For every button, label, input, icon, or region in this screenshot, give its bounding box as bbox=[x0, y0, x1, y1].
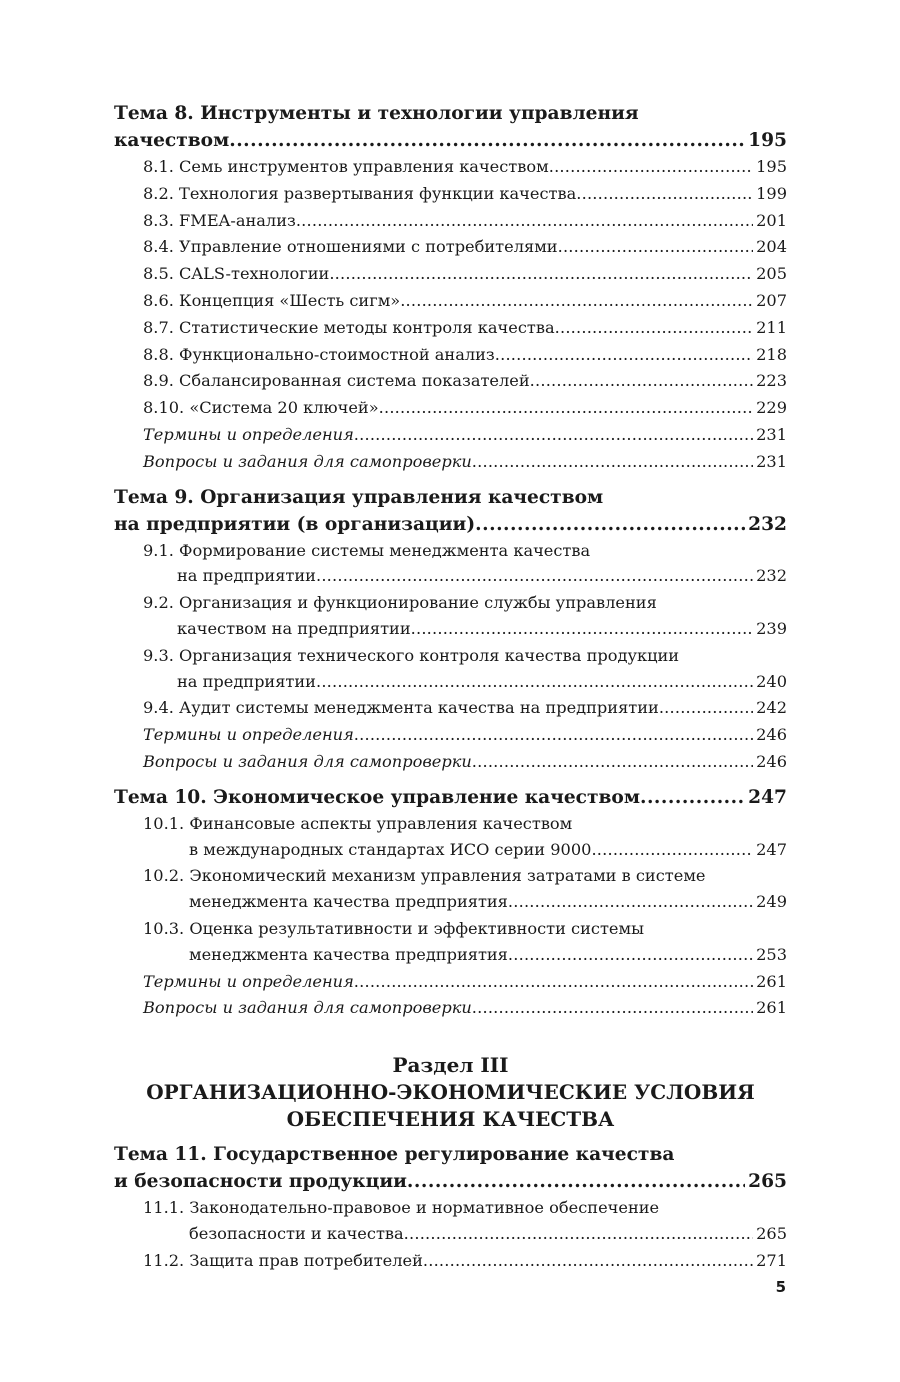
toc-entry bbox=[143, 538, 787, 591]
toc-entry bbox=[143, 395, 787, 422]
dot-leader bbox=[472, 995, 753, 1022]
entry-title: Вопросы и задания для самопроверки bbox=[143, 751, 472, 771]
topic-heading bbox=[114, 484, 787, 538]
entry-title: 11.1. Законодательно-правовое и нормативное обеспечение bbox=[143, 1198, 660, 1218]
dot-leader bbox=[400, 288, 753, 315]
entry-title: 8.1. Семь инструментов управления качеством bbox=[143, 157, 549, 176]
entry-title-continuation: менеджмента качества предприятия bbox=[189, 892, 508, 912]
toc-entry bbox=[143, 863, 787, 916]
toc-entry-questions bbox=[143, 749, 787, 776]
page-ref: 239 bbox=[756, 618, 787, 638]
toc-entry bbox=[143, 154, 787, 181]
page-ref: 246 bbox=[756, 751, 787, 771]
topic-title-line: Тема 9. Организация управления качеством bbox=[114, 486, 604, 508]
toc-entry bbox=[143, 643, 787, 696]
page-ref: 247 bbox=[748, 786, 787, 808]
entry-title: Термины и определения bbox=[143, 971, 354, 991]
page-ref: 204 bbox=[756, 237, 787, 257]
dot-leader bbox=[659, 695, 753, 722]
entry-title: Вопросы и задания для самопроверки bbox=[143, 451, 472, 471]
topic-title-line: Тема 8. Инструменты и технологии управления bbox=[114, 103, 639, 124]
page-ref: 231 bbox=[756, 424, 787, 444]
page-ref: 199 bbox=[756, 183, 787, 203]
section-title-line: ОБЕСПЕЧЕНИЯ КАЧЕСТВА bbox=[286, 1107, 615, 1132]
toc-entry-questions bbox=[143, 995, 787, 1022]
toc-entry bbox=[143, 916, 787, 969]
topic-10 bbox=[114, 784, 787, 1022]
page-ref: 271 bbox=[756, 1250, 787, 1270]
topic-heading bbox=[114, 784, 787, 811]
entry-title: 8.3. FMEA-анализ bbox=[143, 210, 296, 230]
entry-title: 9.3. Организация технического контроля качества продукции bbox=[143, 645, 680, 665]
dot-leader bbox=[423, 1248, 753, 1275]
toc-entry-terms bbox=[143, 969, 787, 996]
entry-title-continuation: в международных стандартах ИСО серии 9000 bbox=[189, 839, 592, 859]
page-ref: 232 bbox=[756, 566, 787, 586]
topic-9 bbox=[114, 484, 787, 776]
toc-entry bbox=[143, 811, 787, 864]
dot-leader bbox=[354, 422, 753, 449]
page-ref: 195 bbox=[756, 157, 787, 176]
topic-title-line: Тема 10. Экономическое управление качеством bbox=[114, 786, 640, 808]
dot-leader bbox=[411, 616, 753, 643]
page-ref: 195 bbox=[748, 130, 787, 151]
topic-8 bbox=[114, 100, 787, 476]
page-ref: 249 bbox=[756, 892, 787, 912]
dot-leader bbox=[229, 127, 745, 154]
dot-leader bbox=[354, 969, 753, 996]
page-ref: 242 bbox=[756, 698, 787, 718]
dot-leader bbox=[407, 1168, 745, 1195]
toc-entry bbox=[143, 288, 787, 315]
entry-title: 8.9. Сбалансированная система показателей bbox=[143, 371, 530, 391]
section-title-line: ОРГАНИЗАЦИОННО-ЭКОНОМИЧЕСКИЕ УСЛОВИЯ bbox=[146, 1080, 755, 1105]
entry-title: 8.4. Управление отношениями с потребителями bbox=[143, 237, 558, 257]
topic-title-line: на предприятии (в организации) bbox=[114, 513, 476, 535]
dot-leader bbox=[316, 669, 753, 696]
entry-title: 8.7. Статистические методы контроля качества bbox=[143, 317, 555, 337]
entry-title: 8.5. CALS-технологии bbox=[143, 264, 330, 284]
dot-leader bbox=[472, 749, 753, 776]
page-ref: 253 bbox=[756, 944, 787, 964]
entry-title: 8.8. Функционально-стоимостной анализ bbox=[143, 344, 495, 364]
page-ref: 261 bbox=[756, 971, 787, 991]
topic-heading bbox=[114, 100, 787, 154]
dot-leader bbox=[530, 368, 753, 395]
dot-leader bbox=[296, 208, 753, 235]
section-label: Раздел III bbox=[392, 1053, 509, 1078]
table-of-contents bbox=[114, 100, 787, 1275]
page-ref: 265 bbox=[748, 1171, 787, 1193]
toc-entry bbox=[143, 1248, 787, 1275]
section-heading bbox=[114, 1052, 787, 1133]
dot-leader bbox=[379, 395, 753, 422]
page-ref: 205 bbox=[756, 264, 787, 284]
toc-entry bbox=[143, 234, 787, 261]
page-ref: 229 bbox=[756, 398, 787, 418]
entry-title: 8.2. Технология развертывания функции качества bbox=[143, 183, 577, 203]
entry-title: 9.4. Аудит системы менеджмента качества на предприятии bbox=[143, 698, 659, 718]
toc-entry bbox=[143, 342, 787, 369]
entry-title: 9.1. Формирование системы менеджмента качества bbox=[143, 540, 591, 560]
dot-leader bbox=[576, 181, 753, 208]
dot-leader bbox=[475, 511, 745, 538]
dot-leader bbox=[472, 449, 753, 476]
topic-title-line: и безопасности продукции bbox=[114, 1171, 407, 1193]
toc-entry-terms bbox=[143, 722, 787, 749]
page-ref: 246 bbox=[756, 725, 787, 745]
page-ref: 211 bbox=[756, 317, 787, 337]
entry-title: 8.6. Концепция «Шесть сигм» bbox=[143, 290, 401, 310]
toc-entry bbox=[143, 695, 787, 722]
toc-entry-questions bbox=[143, 449, 787, 476]
dot-leader bbox=[508, 889, 753, 916]
entry-title: 10.2. Экономический механизм управления затратами в системе bbox=[143, 866, 706, 886]
toc-entry bbox=[143, 1195, 787, 1248]
toc-entry bbox=[143, 181, 787, 208]
entry-title: Термины и определения bbox=[143, 424, 354, 444]
dot-leader bbox=[549, 154, 753, 181]
entry-title-continuation: на предприятии bbox=[177, 566, 316, 586]
dot-leader bbox=[354, 722, 753, 749]
entry-title: 10.1. Финансовые аспекты управления качеством bbox=[143, 813, 573, 833]
entry-title: 9.2. Организация и функционирование службы управления bbox=[143, 593, 657, 613]
page-ref: 223 bbox=[756, 371, 787, 391]
page-ref: 261 bbox=[756, 998, 787, 1018]
entry-title: Термины и определения bbox=[143, 725, 354, 745]
topic-11 bbox=[114, 1141, 787, 1274]
toc-entry bbox=[143, 368, 787, 395]
dot-leader bbox=[495, 342, 753, 369]
dot-leader bbox=[555, 315, 753, 342]
dot-leader bbox=[558, 234, 754, 261]
page-ref: 218 bbox=[756, 344, 787, 364]
entry-title-continuation: менеджмента качества предприятия bbox=[189, 944, 508, 964]
page-ref: 207 bbox=[756, 290, 787, 310]
topic-title-line: Тема 11. Государственное регулирование качества bbox=[114, 1144, 675, 1166]
toc-entry bbox=[143, 261, 787, 288]
entry-title-continuation: качеством на предприятии bbox=[177, 618, 411, 638]
entry-title-continuation: на предприятии bbox=[177, 671, 316, 691]
toc-entry-terms bbox=[143, 422, 787, 449]
dot-leader bbox=[591, 837, 753, 864]
entry-title: 10.3. Оценка результативности и эффективности системы bbox=[143, 918, 644, 938]
page-ref: 231 bbox=[756, 451, 787, 471]
toc-entry bbox=[143, 208, 787, 235]
toc-entry bbox=[143, 315, 787, 342]
dot-leader bbox=[329, 261, 753, 288]
dot-leader bbox=[316, 563, 753, 590]
page-ref: 240 bbox=[756, 671, 787, 691]
dot-leader bbox=[404, 1221, 753, 1248]
page-ref: 265 bbox=[756, 1223, 787, 1243]
entry-title-continuation: безопасности и качества bbox=[189, 1223, 404, 1243]
topic-title-line: качеством bbox=[114, 130, 230, 151]
page-ref: 247 bbox=[756, 839, 787, 859]
page-number: 5 bbox=[775, 1278, 786, 1296]
entry-title: 11.2. Защита прав потребителей bbox=[143, 1250, 423, 1270]
topic-heading bbox=[114, 1141, 787, 1195]
entry-title: Вопросы и задания для самопроверки bbox=[143, 998, 472, 1018]
toc-entry bbox=[143, 590, 787, 643]
page-ref: 232 bbox=[748, 513, 787, 535]
page-ref: 201 bbox=[756, 210, 787, 230]
entry-title: 8.10. «Система 20 ключей» bbox=[143, 398, 379, 418]
dot-leader bbox=[640, 784, 745, 811]
dot-leader bbox=[508, 942, 753, 969]
